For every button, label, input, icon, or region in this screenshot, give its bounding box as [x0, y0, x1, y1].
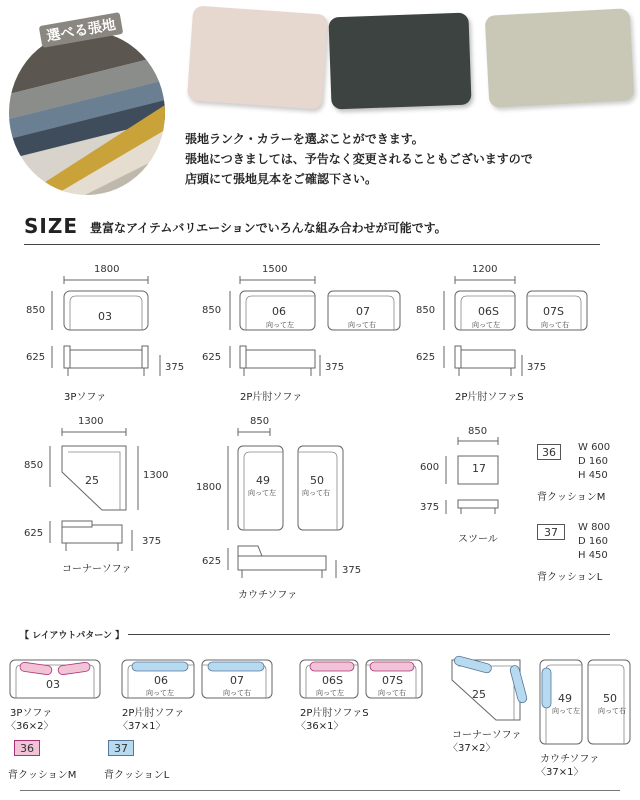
sofa2p-depth: 850 — [202, 305, 222, 316]
bottom-rule — [20, 790, 620, 791]
fabric-note-line3: 店頭にて張地見本をご確認下さい。 — [185, 172, 378, 186]
sofa2p-dir-right: 向って右 — [348, 321, 376, 329]
stool-name: スツール — [458, 534, 498, 545]
couch-code-right: 50 — [310, 474, 324, 487]
sofa2p-seat: 375 — [325, 362, 345, 373]
sofa3p-name: 3Pソファ — [64, 392, 107, 403]
sofa3p-depth: 850 — [26, 305, 46, 316]
corner-seat: 375 — [142, 536, 162, 547]
fabric-badge: 選べる張地 — [39, 12, 124, 48]
layout-2ps-dir-left: 向って左 — [316, 689, 344, 697]
layout-couch-dir-left: 向って左 — [552, 707, 580, 715]
sofa2p-code-left: 06 — [272, 305, 286, 318]
stool-depth: 600 — [420, 462, 440, 473]
corner-side: 1300 — [143, 470, 169, 481]
sofa2ps-seat: 375 — [527, 362, 547, 373]
legend-m-code: 36 — [20, 742, 34, 755]
couch-depth: 1800 — [196, 482, 222, 493]
sofa2ps-dir-left: 向って左 — [472, 321, 500, 329]
layout-couch-count: 〈37×1〉 — [536, 767, 584, 778]
couch-code-left: 49 — [256, 474, 270, 487]
legend-l-code: 37 — [114, 742, 128, 755]
cushion-l-name: 背クッションL — [537, 572, 603, 583]
corner-name: コーナーソファ — [62, 564, 132, 575]
layout-2ps-count: 〈36×1〉 — [296, 721, 344, 732]
cushion-m-d: D 160 — [578, 456, 608, 467]
sofa3p-height: 625 — [26, 352, 46, 363]
layout-2p-dir-left: 向って左 — [146, 689, 174, 697]
layout-2p-code-right: 07 — [230, 674, 244, 687]
couch-dir-left: 向って左 — [248, 489, 276, 497]
sofa3p-seat: 375 — [165, 362, 185, 373]
stool-seat: 375 — [420, 502, 440, 513]
sofa2p-width: 1500 — [262, 264, 288, 275]
layout-2p-name: 2P片肘ソファ — [122, 708, 185, 719]
sofa3p-code: 03 — [98, 310, 112, 323]
sofa2ps-width: 1200 — [472, 264, 498, 275]
couch-dir-right: 向って右 — [302, 489, 330, 497]
cushion-l-code: 37 — [544, 526, 558, 539]
layout-2p-count: 〈37×1〉 — [118, 721, 166, 732]
layout-title: 【 レイアウトパターン 】 — [20, 631, 125, 641]
sofa3p-width: 1800 — [94, 264, 120, 275]
cushion-l-h: H 450 — [578, 550, 608, 561]
corner-height: 625 — [24, 528, 44, 539]
layout-2p-dir-right: 向って右 — [223, 689, 251, 697]
sofa2ps-depth: 850 — [416, 305, 436, 316]
cushion-m-code: 36 — [542, 446, 556, 459]
legend-m-label: 背クッションM — [8, 770, 77, 781]
layout-couch-code-right: 50 — [603, 692, 617, 705]
sofa2ps-code-left: 06S — [478, 305, 499, 318]
stool-code: 17 — [472, 462, 486, 475]
cushion-m-name: 背クッションM — [537, 492, 606, 503]
cushion-l-w: W 800 — [578, 522, 611, 533]
layout-corner-code: 25 — [472, 688, 486, 701]
fabric-note-line2: 張地につきましては、予告なく変更されることもございますので — [185, 152, 533, 166]
sofa2p-dir-left: 向って左 — [266, 321, 294, 329]
layout-2ps-dir-right: 向って右 — [378, 689, 406, 697]
corner-width: 1300 — [78, 416, 104, 427]
layout-3p-name: 3Pソファ — [10, 708, 53, 719]
layout-2ps-code-left: 06S — [322, 674, 343, 687]
sofa2ps-dir-right: 向って右 — [541, 321, 569, 329]
cushion-m-h: H 450 — [578, 470, 608, 481]
layout-3p-count: 〈36×2〉 — [6, 721, 54, 732]
corner-code: 25 — [85, 474, 99, 487]
layout-2ps-name: 2P片肘ソファS — [300, 708, 369, 719]
couch-seat: 375 — [342, 565, 362, 576]
layout-couch-name: カウチソファ — [540, 754, 600, 765]
sofa2p-name: 2P片肘ソファ — [240, 392, 303, 403]
sofa2ps-code-right: 07S — [543, 305, 564, 318]
layout-couch-dir-right: 向って右 — [598, 707, 626, 715]
layout-2p-code-left: 06 — [154, 674, 168, 687]
sofa2ps-name: 2P片肘ソファS — [455, 392, 524, 403]
layout-corner-name: コーナーソファ — [452, 730, 522, 741]
fabric-note-line1: 張地ランク・カラーを選ぶことができます。 — [185, 132, 424, 146]
corner-depth: 850 — [24, 460, 44, 471]
couch-name: カウチソファ — [238, 590, 298, 601]
cushion-l-d: D 160 — [578, 536, 608, 547]
layout-2ps-code-right: 07S — [382, 674, 403, 687]
layout-couch-code-left: 49 — [558, 692, 572, 705]
couch-width: 850 — [250, 416, 270, 427]
cushion-m-w: W 600 — [578, 442, 611, 453]
size-subtitle: 豊富なアイテムバリエーションでいろんな組み合わせが可能です。 — [90, 221, 447, 235]
layout-corner-count: 〈37×2〉 — [448, 743, 496, 754]
sofa2p-code-right: 07 — [356, 305, 370, 318]
legend-l-label: 背クッションL — [104, 770, 170, 781]
stool-width: 850 — [468, 426, 488, 437]
couch-height: 625 — [202, 556, 222, 567]
sofa2ps-height: 625 — [416, 352, 436, 363]
sofa2p-height: 625 — [202, 352, 222, 363]
size-title: SIZE — [24, 214, 79, 238]
layout-3p-code: 03 — [46, 678, 60, 691]
